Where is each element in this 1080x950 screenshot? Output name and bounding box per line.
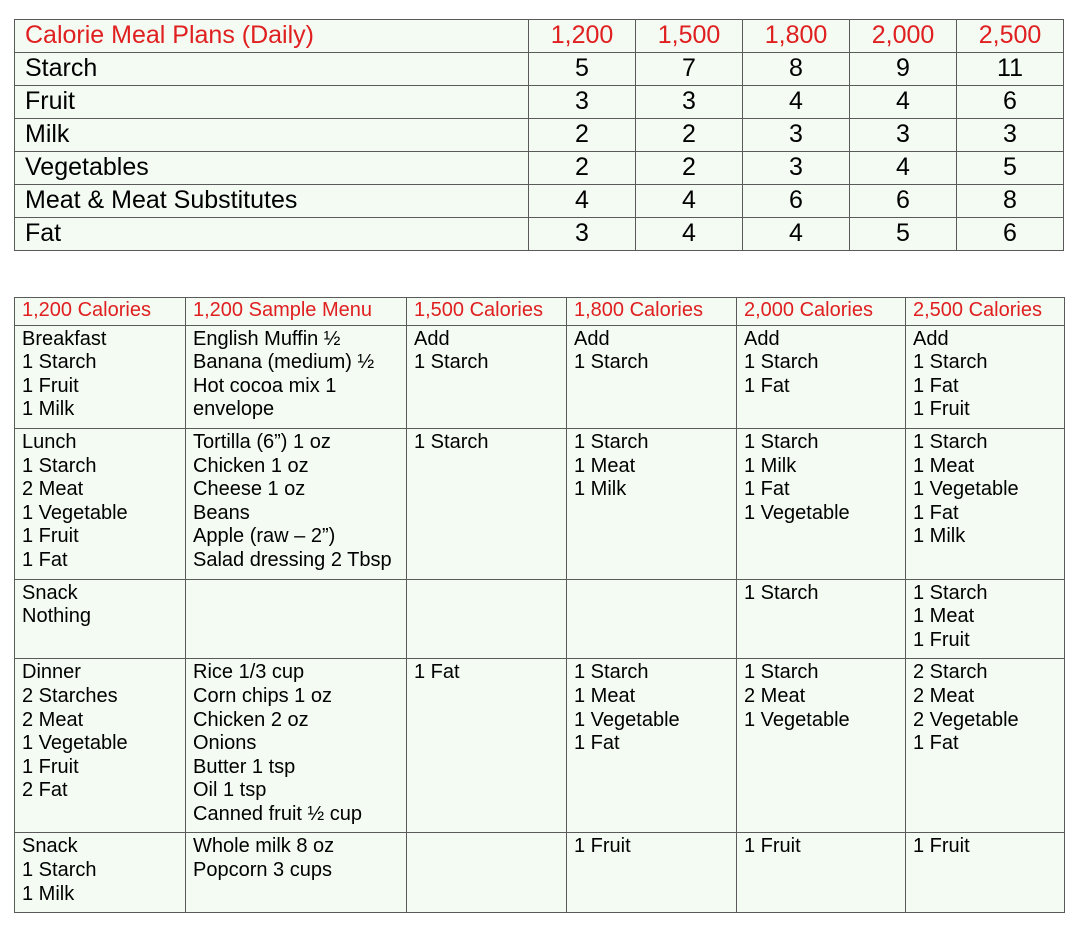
food-group-label: Meat & Meat Substitutes — [15, 185, 529, 218]
cell-line: 1 Starch — [744, 661, 819, 684]
sample-menu-cell — [186, 325, 407, 428]
exchange-value: 2 — [636, 152, 743, 185]
exchange-value: 4 — [743, 218, 850, 251]
addition-2000-cell — [737, 325, 906, 428]
food-group-label: Vegetables — [15, 152, 529, 185]
cell-line: 1 Fat — [913, 501, 959, 524]
cell-line: 1 Starch — [913, 430, 988, 453]
sample-menu-cell — [186, 579, 407, 659]
plans-header-2500: 2,500 — [957, 20, 1064, 53]
exchange-value: 3 — [529, 218, 636, 251]
exchange-value: 8 — [743, 53, 850, 86]
table-row — [15, 152, 1064, 185]
addition-1500-cell — [407, 659, 567, 833]
exchange-value: 6 — [850, 185, 957, 218]
exchange-value: 3 — [957, 119, 1064, 152]
cell-line: Butter 1 tsp — [193, 755, 296, 778]
cell-line: 1 Fruit — [744, 835, 801, 858]
table-row — [15, 833, 1065, 913]
exchange-value: 4 — [850, 152, 957, 185]
cell-line: 1 Vegetable — [22, 732, 128, 755]
addition-2500-cell — [906, 579, 1065, 659]
table-row — [15, 428, 1065, 579]
cell-line: Banana (medium) ½ — [193, 351, 375, 374]
addition-1800-cell — [567, 325, 737, 428]
exchange-value: 4 — [636, 185, 743, 218]
cell-line: 1 Meat — [913, 454, 975, 477]
cell-line: Add — [414, 327, 450, 350]
cell-line: 1 Milk — [574, 478, 627, 501]
sample-menu-cell — [186, 833, 407, 913]
addition-2000-cell — [737, 579, 906, 659]
cell-line: 1 Starch — [744, 351, 819, 374]
exchange-value: 6 — [743, 185, 850, 218]
cell-line: Tortilla (6”) 1 oz — [193, 430, 331, 453]
table-row — [15, 53, 1064, 86]
cell-line: Add — [913, 327, 949, 350]
cell-line: 2 Meat — [913, 684, 975, 707]
exchange-value: 3 — [529, 86, 636, 119]
exchange-value: 2 — [529, 119, 636, 152]
addition-1800-cell — [567, 428, 737, 579]
menu-header-1200-sample-menu: 1,200 Sample Menu — [186, 298, 407, 326]
exchange-value: 4 — [636, 218, 743, 251]
addition-1500-cell — [407, 428, 567, 579]
cell-line: 2 Meat — [744, 684, 806, 707]
cell-line: 1 Milk — [744, 454, 797, 477]
exchange-value: 3 — [743, 152, 850, 185]
cell-line: Dinner — [22, 661, 81, 684]
cell-line: 1 Starch — [22, 859, 97, 882]
cell-line: 1 Fat — [913, 374, 959, 397]
addition-1800-cell — [567, 833, 737, 913]
cell-line: 1 Starch — [913, 581, 988, 604]
cell-line: 1 Starch — [574, 351, 649, 374]
cell-line: Corn chips 1 oz — [193, 684, 332, 707]
menu-header-2500-calories: 2,500 Calories — [906, 298, 1065, 326]
cell-line: Beans — [193, 501, 250, 524]
exchange-value: 8 — [957, 185, 1064, 218]
cell-line: 1 Milk — [22, 882, 75, 905]
food-group-label: Starch — [15, 53, 529, 86]
exchange-value: 2 — [529, 152, 636, 185]
exchange-value: 6 — [957, 218, 1064, 251]
cell-line: Snack — [22, 835, 78, 858]
cell-line: 1 Starch — [913, 351, 988, 374]
cell-line: 1 Fruit — [913, 628, 970, 651]
table-row — [15, 218, 1064, 251]
exchange-value: 3 — [636, 86, 743, 119]
cell-line: 1 Vegetable — [22, 501, 128, 524]
menu-header-1200-calories: 1,200 Calories — [15, 298, 186, 326]
addition-1500-cell — [407, 579, 567, 659]
cell-line: Popcorn 3 cups — [193, 859, 332, 882]
cell-line: 2 Vegetable — [913, 708, 1019, 731]
plans-header-1500: 1,500 — [636, 20, 743, 53]
cell-line: Add — [574, 327, 610, 350]
cell-line: 1 Fat — [22, 548, 68, 571]
cell-line: 1 Meat — [574, 684, 636, 707]
menu-table-body — [15, 298, 1065, 913]
cell-line: Chicken 2 oz — [193, 708, 309, 731]
exchange-value: 11 — [957, 53, 1064, 86]
addition-2000-cell — [737, 428, 906, 579]
table-row — [15, 185, 1064, 218]
plans-header-1800: 1,800 — [743, 20, 850, 53]
cell-line: 1 Milk — [913, 525, 966, 548]
cell-line: 1 Fat — [913, 732, 959, 755]
menu-header-1800-calories: 1,800 Calories — [567, 298, 737, 326]
addition-2500-cell — [906, 833, 1065, 913]
addition-2000-cell — [737, 833, 906, 913]
meal-exchanges-cell — [15, 833, 186, 913]
cell-line: 1 Fruit — [22, 755, 79, 778]
meal-exchanges-cell — [15, 325, 186, 428]
exchange-value: 6 — [957, 86, 1064, 119]
cell-line: 2 Starches — [22, 684, 118, 707]
plans-table-title: Calorie Meal Plans (Daily) — [15, 20, 529, 53]
cell-line: Oil 1 tsp — [193, 779, 267, 802]
addition-2500-cell — [906, 428, 1065, 579]
menu-header-1500-calories: 1,500 Calories — [407, 298, 567, 326]
cell-line: 1 Starch — [574, 661, 649, 684]
plans-header-2000: 2,000 — [850, 20, 957, 53]
cell-line: 2 Starch — [913, 661, 988, 684]
cell-line: 1 Starch — [22, 454, 97, 477]
cell-line: 2 Fat — [22, 779, 68, 802]
addition-2500-cell — [906, 659, 1065, 833]
cell-line: 1 Fruit — [574, 835, 631, 858]
cell-line: 1 Vegetable — [913, 478, 1019, 501]
exchange-value: 7 — [636, 53, 743, 86]
sample-menu-table — [14, 297, 1065, 913]
cell-line: 1 Milk — [22, 398, 75, 421]
calorie-meal-plans-table — [14, 19, 1064, 251]
exchange-value: 4 — [529, 185, 636, 218]
cell-line: Nothing — [22, 605, 91, 628]
cell-line: Add — [744, 327, 780, 350]
cell-line: 1 Vegetable — [744, 708, 850, 731]
cell-line: 1 Fat — [574, 732, 620, 755]
cell-line: Canned fruit ½ cup — [193, 802, 362, 825]
cell-line: Whole milk 8 oz — [193, 835, 335, 858]
cell-line: Apple (raw – 2”) — [193, 525, 336, 548]
cell-line: 1 Fruit — [913, 398, 970, 421]
table-row — [15, 86, 1064, 119]
cell-line: 1 Fat — [744, 478, 790, 501]
sample-menu-cell — [186, 428, 407, 579]
food-group-label: Fruit — [15, 86, 529, 119]
cell-line: 1 Starch — [744, 581, 819, 604]
addition-1500-cell — [407, 325, 567, 428]
meal-exchanges-cell — [15, 579, 186, 659]
cell-line: envelope — [193, 398, 275, 421]
food-group-label: Fat — [15, 218, 529, 251]
cell-line: 1 Meat — [913, 605, 975, 628]
table-row — [15, 325, 1065, 428]
addition-2500-cell — [906, 325, 1065, 428]
exchange-value: 3 — [743, 119, 850, 152]
cell-line: 1 Fat — [414, 661, 460, 684]
sample-menu-cell — [186, 659, 407, 833]
plans-header-1200: 1,200 — [529, 20, 636, 53]
exchange-value: 5 — [850, 218, 957, 251]
addition-1500-cell — [407, 833, 567, 913]
cell-line: 1 Fruit — [22, 374, 79, 397]
cell-line: Breakfast — [22, 327, 107, 350]
cell-line: Snack — [22, 581, 78, 604]
menu-table-header-row — [15, 298, 1065, 326]
cell-line: 1 Fruit — [22, 525, 79, 548]
cell-line: 1 Vegetable — [574, 708, 680, 731]
exchange-value: 3 — [850, 119, 957, 152]
cell-line: 1 Starch — [414, 351, 489, 374]
cell-line: 1 Vegetable — [744, 501, 850, 524]
cell-line: Chicken 1 oz — [193, 454, 309, 477]
table-row — [15, 119, 1064, 152]
table-row — [15, 579, 1065, 659]
cell-line: Salad dressing 2 Tbsp — [193, 548, 392, 571]
plans-table-header-row — [15, 20, 1064, 53]
cell-line: Onions — [193, 732, 257, 755]
cell-line: 2 Meat — [22, 478, 84, 501]
exchange-value: 2 — [636, 119, 743, 152]
exchange-value: 4 — [850, 86, 957, 119]
cell-line: 1 Fat — [744, 374, 790, 397]
cell-line: 1 Starch — [574, 430, 649, 453]
cell-line: 1 Fruit — [913, 835, 970, 858]
cell-line: 1 Meat — [574, 454, 636, 477]
exchange-value: 9 — [850, 53, 957, 86]
table-row — [15, 659, 1065, 833]
cell-line: 1 Starch — [414, 430, 489, 453]
menu-header-2000-calories: 2,000 Calories — [737, 298, 906, 326]
exchange-value: 5 — [529, 53, 636, 86]
meal-exchanges-cell — [15, 659, 186, 833]
exchange-value: 5 — [957, 152, 1064, 185]
meal-exchanges-cell — [15, 428, 186, 579]
cell-line: Lunch — [22, 430, 77, 453]
addition-1800-cell — [567, 659, 737, 833]
food-group-label: Milk — [15, 119, 529, 152]
addition-1800-cell — [567, 579, 737, 659]
cell-line: 2 Meat — [22, 708, 84, 731]
cell-line: 1 Starch — [744, 430, 819, 453]
cell-line: 1 Starch — [22, 351, 97, 374]
cell-line: Rice 1/3 cup — [193, 661, 305, 684]
addition-2000-cell — [737, 659, 906, 833]
cell-line: English Muffin ½ — [193, 327, 341, 350]
plans-table-body — [15, 20, 1064, 251]
exchange-value: 4 — [743, 86, 850, 119]
cell-line: Cheese 1 oz — [193, 478, 306, 501]
cell-line: Hot cocoa mix 1 — [193, 374, 337, 397]
